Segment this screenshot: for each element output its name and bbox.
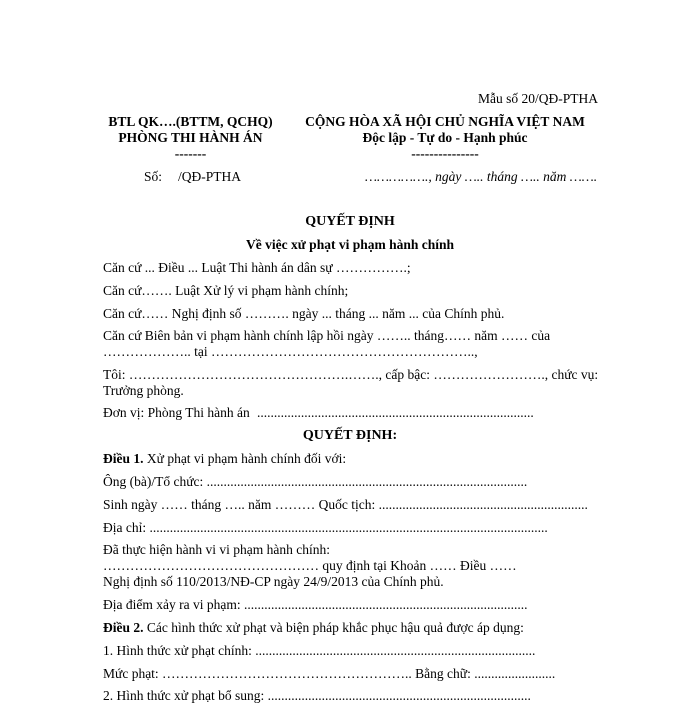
violation-line3: Nghị định số 110/2013/NĐ-CP ngày 24/9/2013 của Chính phủ. bbox=[103, 574, 444, 589]
official-line2: Trưởng phòng. bbox=[103, 383, 184, 398]
decision-subject: Về việc xử phạt vi phạm hành chính bbox=[245, 237, 455, 252]
motto-divider: --------------- bbox=[411, 146, 479, 161]
article2-text: Các hình thức xử phạt và biện pháp khắc phục hậu quả được áp dụng: bbox=[146, 620, 524, 635]
person-field: Ông (bà)/Tổ chức: ............................................................................................... bbox=[103, 474, 528, 489]
form-number: Mẫu số 20/QĐ-PTHA bbox=[478, 91, 598, 106]
main-penalty-field: 1. Hình thức xử phạt chính: ................................................................................... bbox=[103, 643, 536, 658]
violation-line2: ………………………………………… quy định tại Khoản …… Điều …… bbox=[103, 558, 517, 573]
basis-2: Căn cứ……. Luật Xử lý vi phạm hành chính; bbox=[103, 283, 349, 298]
basis-1: Căn cứ ... Điều ... Luật Thi hành án dân sự …………….; bbox=[103, 260, 411, 275]
article1-text: Xử phạt vi phạm hành chính đối với: bbox=[146, 451, 347, 466]
agency-line2: PHÒNG THI HÀNH ÁN bbox=[118, 130, 263, 145]
decide-title: QUYẾT ĐỊNH: bbox=[302, 428, 398, 443]
agency-line1: BTL QK….(BTTM, QCHQ) bbox=[108, 114, 273, 129]
basis-4-line1: Căn cứ Biên bản vi phạm hành chính lập hồi ngày …….. tháng…… năm …… của bbox=[103, 328, 551, 343]
agency-divider: ------- bbox=[174, 146, 207, 161]
unit-label: Đơn vị: Phòng Thi hành án bbox=[103, 405, 250, 420]
article1-line bbox=[103, 451, 346, 467]
place-date: ……………., ngày ….. tháng ….. năm ……. bbox=[365, 169, 598, 184]
article2-line bbox=[103, 620, 524, 636]
motto: Độc lập - Tự do - Hạnh phúc bbox=[362, 130, 528, 145]
number-suffix: /QĐ-PTHA bbox=[178, 169, 241, 184]
extra-penalty-field: 2. Hình thức xử phạt bổ sung: .............................................................................. bbox=[103, 688, 531, 703]
violation-line1: Đã thực hiện hành vi vi phạm hành chính: bbox=[103, 542, 331, 557]
basis-3: Căn cứ…… Nghị định số ………. ngày ... tháng ... năm ... của Chính phủ. bbox=[103, 306, 505, 321]
fine-level-field: Mức phạt: ……………………………………………….. Bằng chữ: ........................ bbox=[103, 666, 556, 681]
basis-4-line2: ……………….. tại ………………………………………………….., bbox=[103, 344, 478, 359]
nation-title: CỘNG HÒA XÃ HỘI CHỦ NGHĨA VIỆT NAM bbox=[305, 114, 585, 129]
number-label: Số: bbox=[144, 169, 163, 184]
address-field: Địa chỉ: ...................................................................................................................... bbox=[103, 520, 548, 535]
article1-label: Điều 1. bbox=[103, 451, 144, 466]
dob-nationality-field: Sinh ngày …… tháng ….. năm ……… Quốc tịch: .............................................................. bbox=[103, 497, 588, 512]
article2-label: Điều 2. bbox=[103, 620, 144, 635]
violation-place-field: Địa điểm xảy ra vi phạm: .................................................................................... bbox=[103, 597, 528, 612]
unit-dots: .................................................................................. bbox=[257, 405, 534, 420]
official-line1: Tôi: ………………………………………….……., cấp bậc: ……………………., chức vụ: bbox=[103, 367, 599, 382]
decision-title: QUYẾT ĐỊNH bbox=[305, 214, 395, 229]
